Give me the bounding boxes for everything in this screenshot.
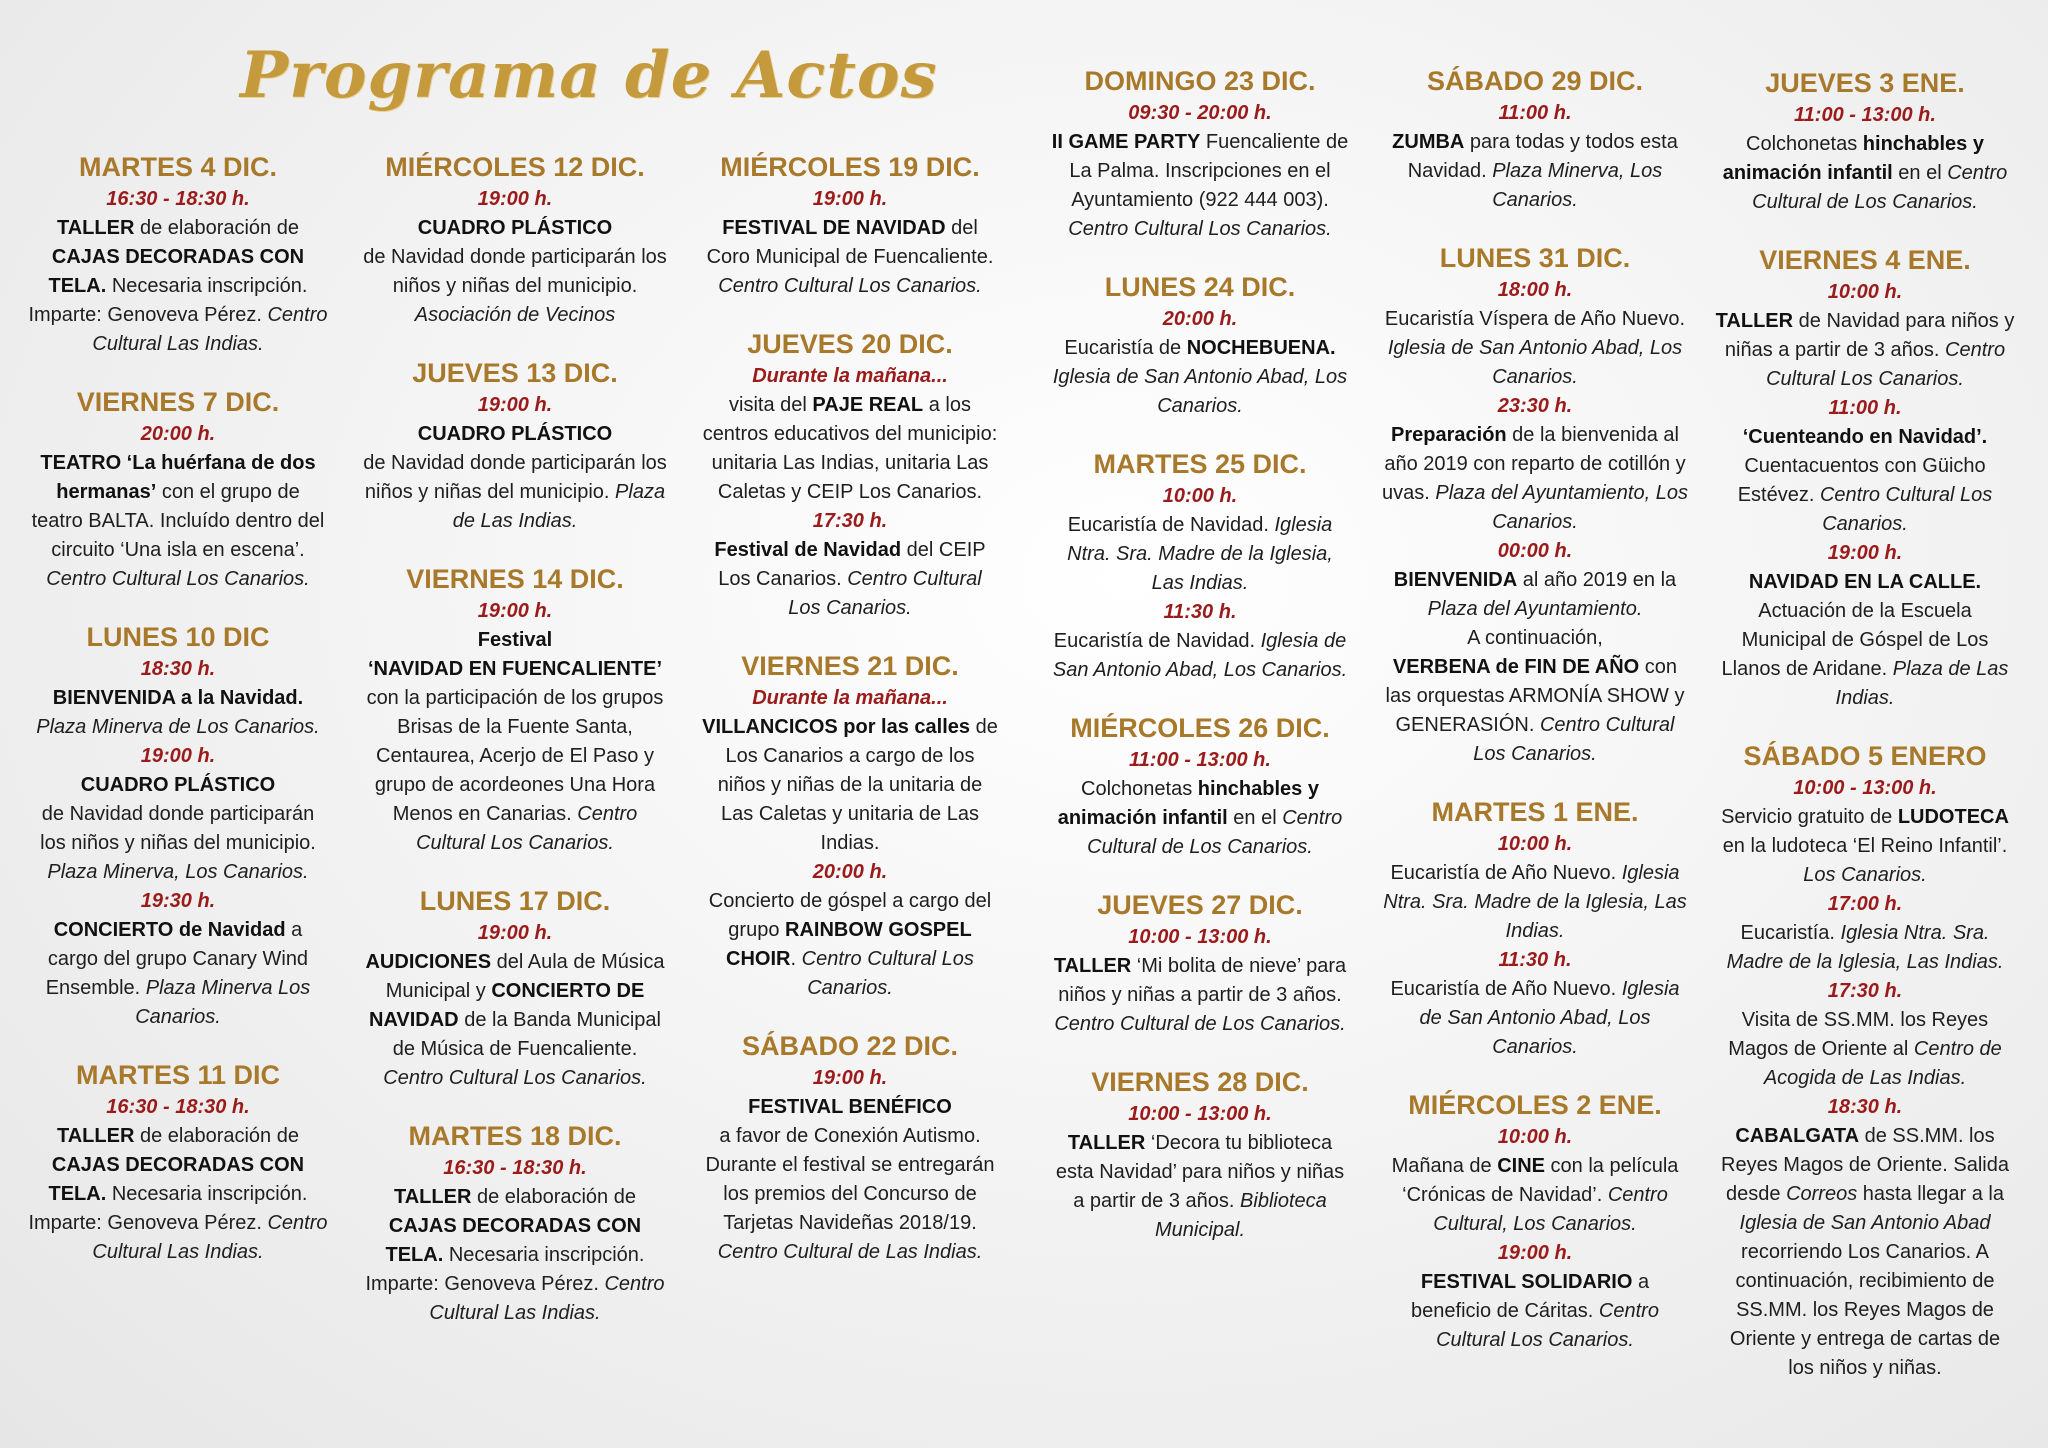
event-date: VIERNES 14 DIC.: [406, 564, 624, 594]
event-time: 16:30 - 18:30 h.: [106, 1096, 250, 1118]
event-time: Durante la mañana...: [752, 365, 948, 387]
event-description: Visita de SS.MM. los Reyes Magos de Oriente al Centro de Acogida de Las Indias.: [1728, 1009, 2002, 1089]
event-date: MARTES 18 DIC.: [408, 1121, 622, 1151]
event-description: visita del PAJE REAL a los centros educativos del municipio: unitaria Las Indias, unitaria Las Caletas y CEIP Los Canarios.: [702, 394, 998, 503]
event-time: 19:00 h.: [477, 394, 553, 416]
event-time: 11:00 h.: [1828, 397, 1902, 419]
event-time: 19:30 h.: [140, 890, 216, 912]
event-date: SÁBADO 22 DIC.: [741, 1031, 959, 1061]
event-entry: [700, 150, 1000, 301]
event-description: Eucaristía. Iglesia Ntra. Sra. Madre de la Iglesia, Las Indias.: [1726, 922, 2004, 973]
event-date: JUEVES 13 DIC.: [412, 358, 618, 388]
event-description: Festival de Navidad del CEIP Los Canarios. Centro Cultural Los Canarios.: [714, 539, 986, 619]
event-time: 16:30 - 18:30 h.: [106, 188, 250, 210]
event-time: Durante la mañana...: [752, 687, 948, 709]
event-entry: [1380, 1088, 1690, 1355]
event-date: MARTES 11 DIC: [75, 1060, 281, 1090]
event-entry: [1050, 270, 1350, 421]
event-time: 00:00 h.: [1497, 540, 1573, 562]
event-time: 09:30 - 20:00 h.: [1128, 102, 1272, 124]
event-entry: [1050, 447, 1350, 685]
event-description: Mañana de CINE con la película ‘Crónicas de Navidad’. Centro Cultural, Los Canarios.: [1391, 1155, 1679, 1235]
event-time: 17:30 h.: [1827, 980, 1903, 1002]
event-time: 10:00 h.: [1497, 1126, 1573, 1148]
event-time: 10:00 - 13:00 h.: [1793, 777, 1937, 799]
event-entry: [360, 356, 670, 536]
event-date: SÁBADO 5 ENERO: [1743, 741, 1987, 771]
event-date: LUNES 31 DIC.: [1439, 243, 1631, 273]
event-entry: [28, 1058, 328, 1267]
event-date: MARTES 1 ENE.: [1431, 797, 1639, 827]
event-time: 19:00 h.: [812, 1067, 888, 1089]
event-entry: [28, 385, 328, 594]
event-description: Preparación de la bienvenida al año 2019 con reparto de cotillón y uvas. Plaza del Ayuntamiento, Los Canarios.: [1382, 424, 1688, 533]
event-entry: [700, 1029, 1000, 1267]
event-entry: [360, 562, 670, 858]
event-description: II GAME PARTY Fuencaliente de La Palma. Inscripciones en el Ayuntamiento (922 444 003). Centro Cultural Los Canarios.: [1051, 131, 1349, 240]
event-description: Concierto de góspel a cargo del grupo RAINBOW GOSPEL CHOIR. Centro Cultural Los Canarios.: [708, 890, 992, 999]
event-date: MARTES 25 DIC.: [1093, 449, 1307, 479]
event-date: VIERNES 4 ENE.: [1759, 245, 1971, 275]
event-date: LUNES 24 DIC.: [1104, 272, 1296, 302]
event-entry: [1050, 64, 1350, 244]
event-entry: [28, 150, 328, 359]
event-description: Eucaristía de Año Nuevo. Iglesia de San Antonio Abad, Los Canarios.: [1390, 978, 1680, 1058]
event-time: 20:00 h.: [140, 423, 216, 445]
event-entry: [1380, 64, 1690, 215]
event-time: 20:00 h.: [1162, 308, 1238, 330]
event-date: MIÉRCOLES 26 DIC.: [1070, 713, 1330, 743]
event-time: 10:00 h.: [1162, 485, 1238, 507]
event-date: LUNES 10 DIC: [86, 622, 270, 652]
event-description: BIENVENIDA a la Navidad. Plaza Minerva de Los Canarios.: [36, 687, 320, 738]
event-description: Colchonetas hinchables y animación infantil en el Centro Cultural de Los Canarios.: [1722, 133, 2008, 213]
event-entry: [700, 649, 1000, 1003]
event-description: ‘Cuenteando en Navidad’. Cuentacuentos con Güicho Estévez. Centro Cultural Los Canarios.: [1737, 426, 1993, 535]
event-description: Eucaristía de NOCHEBUENA. Iglesia de San Antonio Abad, Los Canarios.: [1052, 337, 1348, 417]
event-description: Festival ‘NAVIDAD EN FUENCALIENTE’ con la participación de los grupos Brisas de la Fuente Santa, Centaurea, Acerjo de El Paso y grupo de acordeones Una Hora Menos en Canarias. Centro Cultural Los Canarios.: [366, 629, 664, 854]
event-entry: [28, 620, 328, 1032]
event-description: Colchonetas hinchables y animación infantil en el Centro Cultural de Los Canarios.: [1057, 778, 1343, 858]
event-entry: [360, 884, 670, 1093]
event-time: 16:30 - 18:30 h.: [443, 1157, 587, 1179]
event-description: FESTIVAL DE NAVIDAD del Coro Municipal de Fuencaliente. Centro Cultural Los Canarios.: [706, 217, 994, 297]
event-time: 10:00 h.: [1497, 833, 1573, 855]
event-entry: [1380, 795, 1690, 1062]
schedule-column-2: [360, 150, 670, 1354]
event-date: DOMINGO 23 DIC.: [1084, 66, 1316, 96]
event-date: SÁBADO 29 DIC.: [1426, 66, 1644, 96]
event-time: 18:30 h.: [140, 658, 216, 680]
event-description: Eucaristía de Navidad. Iglesia Ntra. Sra. Madre de la Iglesia, Las Indias.: [1067, 514, 1333, 594]
event-description: CABALGATA de SS.MM. los Reyes Magos de Oriente. Salida desde Correos hasta llegar a la Iglesia de San Antonio Abad recorriendo Los Canarios. A continuación, recibimiento de SS.MM. los Reyes Magos de Oriente y entrega de cartas de los niños y niñas.: [1721, 1125, 2009, 1379]
event-description: FESTIVAL SOLIDARIO a beneficio de Cáritas. Centro Cultural Los Canarios.: [1411, 1271, 1659, 1351]
event-entry: [360, 150, 670, 330]
event-description: Servicio gratuito de LUDOTECA en la ludoteca ‘El Reino Infantil’. Los Canarios.: [1721, 806, 2009, 886]
event-description: NAVIDAD EN LA CALLE. Actuación de la Escuela Municipal de Góspel de Los Llanos de Aridane. Plaza de Las Indias.: [1721, 571, 2009, 709]
schedule-column-5: [1380, 64, 1690, 1381]
event-time: 23:30 h.: [1497, 395, 1573, 417]
event-description: TALLER ‘Decora tu biblioteca esta Navidad’ para niños y niñas a partir de 3 años. Biblioteca Municipal.: [1055, 1132, 1345, 1241]
event-description: Eucaristía de Año Nuevo. Iglesia Ntra. Sra. Madre de la Iglesia, Las Indias.: [1383, 862, 1687, 942]
schedule-column-4: [1050, 64, 1350, 1271]
schedule-column-6: [1715, 66, 2015, 1409]
event-time: 10:00 - 13:00 h.: [1128, 926, 1272, 948]
event-date: MIÉRCOLES 12 DIC.: [385, 152, 645, 182]
page-title: Programa de Actos: [240, 38, 938, 113]
event-date: JUEVES 20 DIC.: [747, 329, 953, 359]
event-description: CUADRO PLÁSTICO de Navidad donde participarán los niños y niñas del municipio. Plaza Minerva, Los Canarios.: [40, 774, 316, 883]
event-entry: [1715, 243, 2015, 713]
event-description: TALLER de Navidad para niños y niñas a partir de 3 años. Centro Cultural Los Canarios.: [1715, 310, 2015, 390]
event-time: 11:30 h.: [1498, 949, 1572, 971]
event-entry: [1380, 241, 1690, 769]
event-date: MIÉRCOLES 19 DIC.: [720, 152, 980, 182]
event-description: Eucaristía Víspera de Año Nuevo. Iglesia de San Antonio Abad, Los Canarios.: [1384, 308, 1686, 388]
event-description: BIENVENIDA al año 2019 en la Plaza del Ayuntamiento. A continuación, VERBENA de FIN DE AÑO con las orquestas ARMONÍA SHOW y GENERASIÓN. Centro Cultural Los Canarios.: [1385, 569, 1685, 765]
event-time: 19:00 h.: [140, 745, 216, 767]
event-time: 17:30 h.: [812, 510, 888, 532]
event-time: 19:00 h.: [812, 188, 888, 210]
event-time: 20:00 h.: [812, 861, 888, 883]
event-entry: [1715, 66, 2015, 217]
event-date: JUEVES 27 DIC.: [1097, 890, 1303, 920]
event-time: 11:00 - 13:00 h.: [1129, 749, 1271, 771]
event-description: TEATRO ‘La huérfana de dos hermanas’ con el grupo de teatro BALTA. Incluído dentro del circuito ‘Una isla en escena’. Centro Cultural Los Canarios.: [31, 452, 325, 590]
event-description: FESTIVAL BENÉFICO a favor de Conexión Autismo. Durante el festival se entregarán los premios del Concurso de Tarjetas Navideñas 2018/19. Centro Cultural de Las Indias.: [705, 1096, 995, 1263]
event-date: MARTES 4 DIC.: [78, 152, 278, 182]
event-time: 19:00 h.: [477, 188, 553, 210]
event-description: TALLER de elaboración de CAJAS DECORADAS CON TELA. Necesaria inscripción. Imparte: Genoveva Pérez. Centro Cultural Las Indias.: [365, 1186, 665, 1324]
event-entry: [700, 327, 1000, 623]
event-time: 11:00 h.: [1498, 102, 1572, 124]
event-entry: [1050, 1065, 1350, 1245]
event-date: VIERNES 21 DIC.: [741, 651, 959, 681]
event-description: Eucaristía de Navidad. Iglesia de San Antonio Abad, Los Canarios.: [1052, 630, 1348, 681]
event-description: CONCIERTO de Navidad a cargo del grupo Canary Wind Ensemble. Plaza Minerva Los Canarios.: [45, 919, 311, 1028]
event-time: 10:00 - 13:00 h.: [1128, 1103, 1272, 1125]
event-description: CUADRO PLÁSTICO de Navidad donde participarán los niños y niñas del municipio. Asociación de Vecinos: [363, 217, 667, 326]
event-date: JUEVES 3 ENE.: [1765, 68, 1965, 98]
event-entry: [1715, 739, 2015, 1383]
event-time: 18:30 h.: [1827, 1096, 1903, 1118]
event-time: 17:00 h.: [1827, 893, 1903, 915]
schedule-column-1: [28, 150, 328, 1293]
schedule-column-3: [700, 150, 1000, 1293]
event-description: TALLER de elaboración de CAJAS DECORADAS CON TELA. Necesaria inscripción. Imparte: Genoveva Pérez. Centro Cultural Las Indias.: [28, 217, 328, 355]
event-description: TALLER de elaboración de CAJAS DECORADAS CON TELA. Necesaria inscripción. Imparte: Genoveva Pérez. Centro Cultural Las Indias.: [28, 1125, 328, 1263]
event-description: ZUMBA para todas y todos esta Navidad. Plaza Minerva, Los Canarios.: [1392, 131, 1678, 211]
event-time: 11:00 - 13:00 h.: [1794, 104, 1936, 126]
event-entry: [1050, 711, 1350, 862]
event-time: 19:00 h.: [1497, 1242, 1573, 1264]
event-date: VIERNES 7 DIC.: [76, 387, 280, 417]
event-time: 18:00 h.: [1497, 279, 1573, 301]
event-description: AUDICIONES del Aula de Música Municipal y CONCIERTO DE NAVIDAD de la Banda Municipal de Música de Fuencaliente. Centro Cultural Los Canarios.: [365, 951, 665, 1089]
event-date: VIERNES 28 DIC.: [1091, 1067, 1309, 1097]
event-date: MIÉRCOLES 2 ENE.: [1408, 1090, 1662, 1120]
event-entry: [1050, 888, 1350, 1039]
event-date: LUNES 17 DIC.: [419, 886, 611, 916]
event-description: TALLER ‘Mi bolita de nieve’ para niños y niñas a partir de 3 años. Centro Cultural de Los Canarios.: [1053, 955, 1347, 1035]
event-time: 19:00 h.: [477, 922, 553, 944]
event-description: CUADRO PLÁSTICO de Navidad donde participarán los niños y niñas del municipio. Plaza de Las Indias.: [363, 423, 667, 532]
event-time: 10:00 h.: [1827, 281, 1903, 303]
event-time: 19:00 h.: [477, 600, 553, 622]
event-time: 11:30 h.: [1163, 601, 1237, 623]
event-time: 19:00 h.: [1827, 542, 1903, 564]
event-description: VILLANCICOS por las calles de Los Canarios a cargo de los niños y niñas de la unitaria de Las Caletas y unitaria de Las Indias.: [702, 716, 998, 854]
event-entry: [360, 1119, 670, 1328]
